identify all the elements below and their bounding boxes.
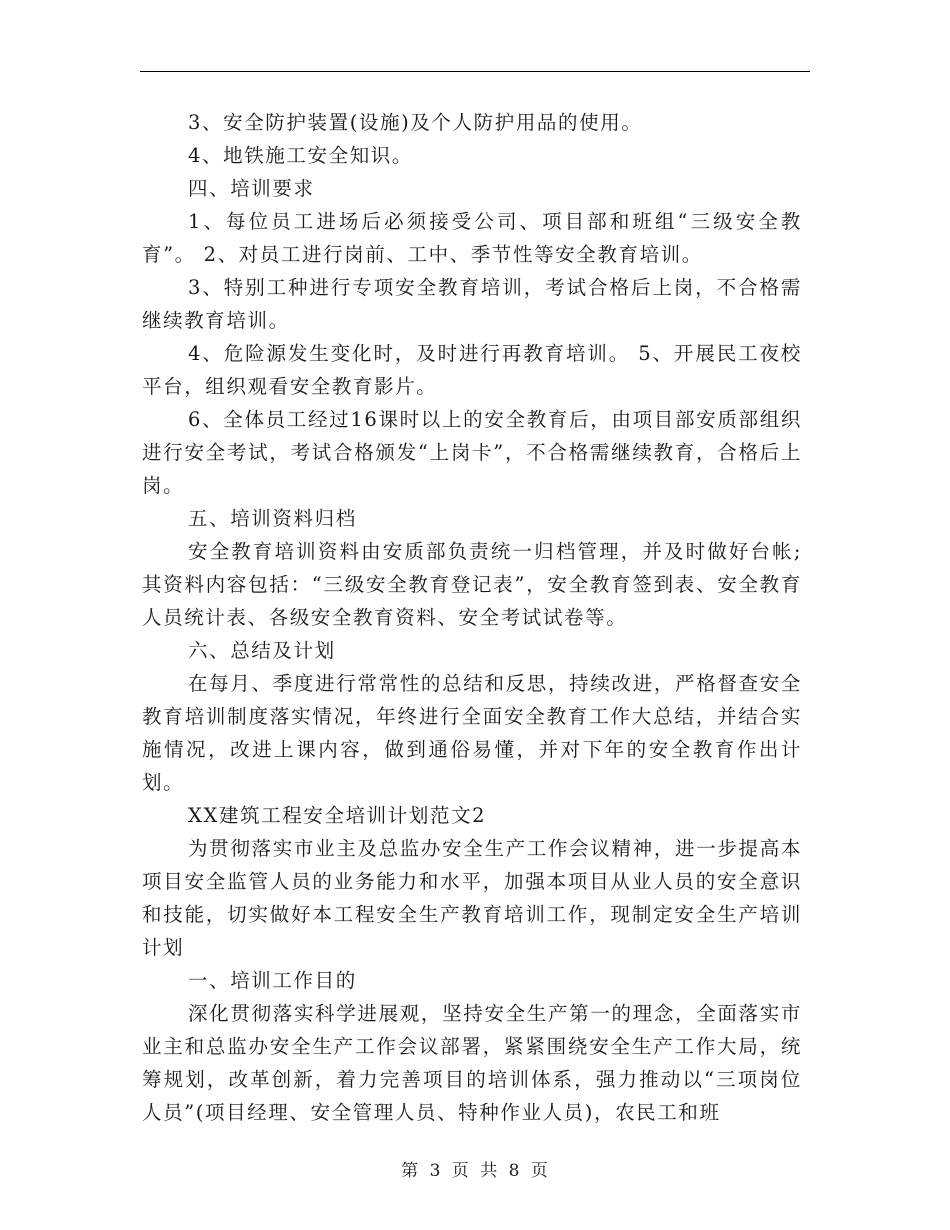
paragraph-three-level-education: 1、每位员工进场后必须接受公司、项目部和班组“三级安全教育”。 2、对员工进行岗前、工中、季节性等安全教育培训。 [142, 210, 802, 266]
paragraph-metro-knowledge: 4、地铁施工安全知识。 [188, 144, 414, 167]
section-heading-archiving: 五、培训资料归档 [188, 507, 357, 530]
section-heading-training-purpose: 一、培训工作目的 [188, 969, 357, 992]
paragraph-safety-exam: 6、全体员工经过16课时以上的安全教育后，由项目部安质部组织进行安全考试，考试合格颁发“上岗卡”，不合格需继续教育，合格后上岗。 [142, 408, 802, 497]
document-subtitle-sample-2: XX建筑工程安全培训计划范文2 [188, 804, 487, 827]
paragraph-archive-content: 安全教育培训资料由安质部负责统一归档管理，并及时做好台帐;其资料内容包括：“三级安全教育登记表”，安全教育签到表、安全教育人员统计表、各级安全教育资料、安全考试试卷等。 [142, 540, 802, 629]
paragraph-special-trades: 3、特别工种进行专项安全教育培训，考试合格后上岗，不合格需继续教育培训。 [142, 276, 802, 332]
paragraph-summary: 在每月、季度进行常常性的总结和反思，持续改进，严格督查安全教育培训制度落实情况，年终进行全面安全教育工作大总结，并结合实施情况，改进上课内容，做到通俗易懂，并对下年的安全教育作出计划。 [142, 672, 802, 794]
paragraph-hazard-change: 4、危险源发生变化时，及时进行再教育培训。 5、开展民工夜校平台，组织观看安全教育影片。 [142, 342, 802, 398]
paragraph-purpose: 深化贯彻落实科学进展观，坚持安全生产第一的理念，全面落实市业主和总监办安全生产工作会议部署，紧紧围绕安全生产工作大局，统筹规划，改革创新，着力完善项目的培训体系，强力推动以“三项岗位人员”(项目经理、安全管理人员、特种作业人员)，农民工和班 [142, 1002, 802, 1124]
header-rule [140, 71, 810, 72]
section-heading-training-requirements: 四、培训要求 [188, 177, 315, 200]
page-number-footer: 第 3 页 共 8 页 [401, 1161, 549, 1181]
document-body [142, 106, 802, 1129]
paragraph-safety-devices: 3、安全防护装置(设施)及个人防护用品的使用。 [188, 111, 643, 134]
section-heading-summary-plan: 六、总结及计划 [188, 639, 336, 662]
paragraph-intro: 为贯彻落实市业主及总监办安全生产工作会议精神，进一步提高本项目安全监管人员的业务能力和水平，加强本项目从业人员的安全意识和技能，切实做好本工程安全生产教育培训工作，现制定安全生产培训计划 [142, 837, 802, 959]
